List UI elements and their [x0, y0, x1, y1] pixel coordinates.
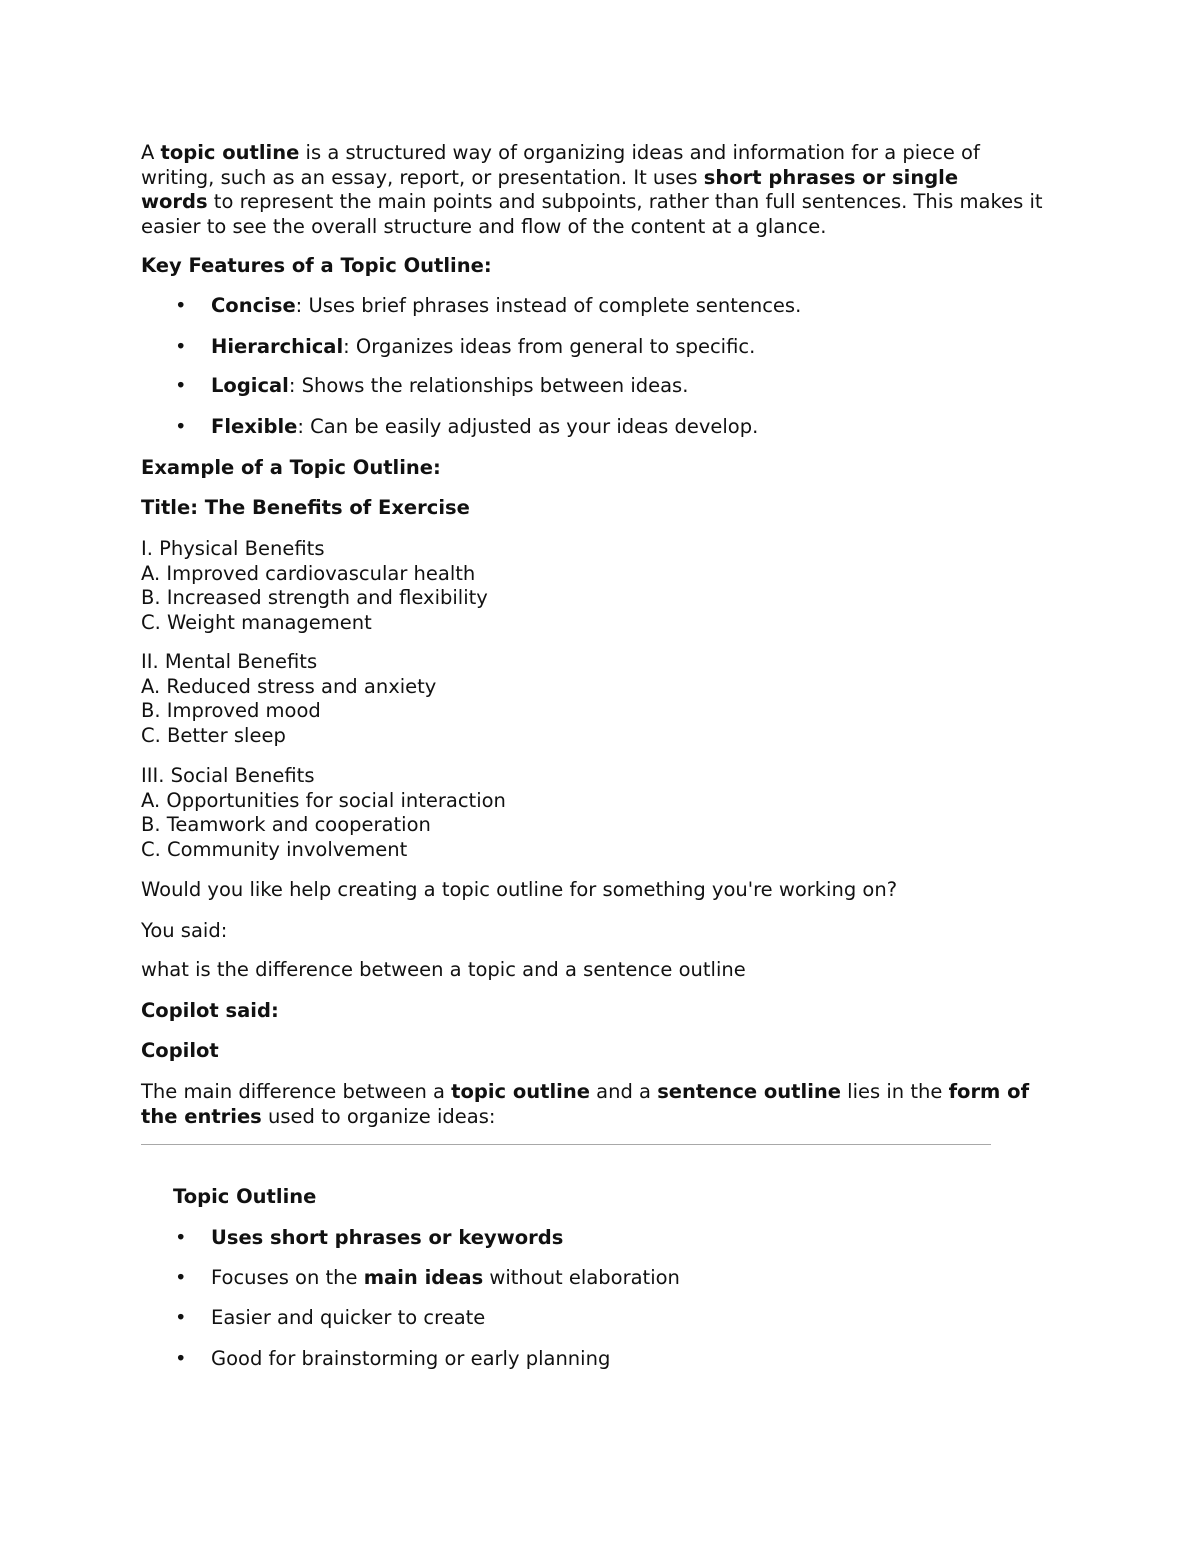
- answer-bold-term: topic outline: [451, 1080, 590, 1103]
- feature-description: : Shows the relationships between ideas.: [288, 374, 689, 397]
- feature-text: [211, 415, 758, 440]
- intro-text: easier to see the overall structure and flow of the content at a glance.: [141, 214, 827, 238]
- outline-line: B. Increased strength and flexibility: [141, 586, 488, 610]
- bullet-icon: •: [175, 335, 187, 358]
- feature-description: : Organizes ideas from general to specific.: [343, 335, 756, 358]
- outline-line: C. Weight management: [141, 610, 372, 634]
- topic-outline-text: [211, 1306, 485, 1331]
- answer-line-2: [141, 1105, 1029, 1130]
- intro-line: [141, 141, 1043, 166]
- topic-outline-bold: main ideas: [363, 1266, 484, 1289]
- bullet-icon: •: [175, 1347, 187, 1370]
- answer-bold-term: the entries: [141, 1104, 262, 1128]
- answer-text: The main difference between a: [141, 1080, 452, 1103]
- outline-line: III. Social Benefits: [141, 764, 315, 787]
- topic-outline-plain: Easier and quicker to create: [211, 1306, 486, 1329]
- outline-line: A. Reduced stress and anxiety: [141, 674, 437, 698]
- answer-text: used to organize ideas:: [261, 1104, 496, 1128]
- example-title: Title: The Benefits of Exercise: [141, 496, 470, 519]
- intro-line: [141, 166, 1043, 191]
- intro-paragraph: [141, 141, 1043, 239]
- bullet-icon: •: [175, 1266, 187, 1289]
- answer-bold-term: form of: [948, 1080, 1030, 1103]
- feature-text: [211, 294, 801, 319]
- intro-text: to represent the main points and subpoints, rather than full sentences. This makes it: [207, 190, 1043, 214]
- bullet-icon: •: [175, 415, 187, 438]
- topic-outline-plain: without elaboration: [483, 1266, 680, 1289]
- outline-line: B. Teamwork and cooperation: [141, 813, 431, 837]
- intro-text: writing, such as an essay, report, or presentation. It uses: [141, 165, 704, 189]
- outline-line: C. Better sleep: [141, 723, 286, 747]
- topic-outline-plain: Focuses on the: [211, 1266, 364, 1289]
- intro-bold-term: topic outline: [160, 141, 300, 164]
- bullet-icon: •: [175, 294, 187, 317]
- outline-line: C. Community involvement: [141, 837, 408, 861]
- intro-line: [141, 215, 1043, 240]
- intro-line: [141, 190, 1043, 215]
- outline-line: I. Physical Benefits: [141, 537, 325, 560]
- bullet-icon: •: [175, 1306, 187, 1329]
- outline-line: A. Improved cardiovascular health: [141, 561, 476, 585]
- feature-term: Hierarchical: [211, 335, 344, 358]
- intro-text: is a structured way of organizing ideas and information for a piece of: [299, 141, 980, 164]
- topic-outline-text: [211, 1347, 610, 1372]
- outline-section-3: [141, 764, 506, 862]
- intro-bold-term: short phrases or single: [703, 165, 959, 189]
- answer-line-1: [141, 1080, 1029, 1105]
- topic-outline-text: [211, 1226, 563, 1251]
- outline-line: II. Mental Benefits: [141, 650, 318, 673]
- outline-line: B. Improved mood: [141, 699, 321, 723]
- outline-section-2: [141, 650, 436, 748]
- topic-outline-plain: Good for brainstorming or early planning: [211, 1347, 611, 1370]
- copilot-said-label: Copilot said:: [141, 999, 279, 1022]
- example-heading: Example of a Topic Outline:: [141, 456, 441, 479]
- feature-term: Flexible: [211, 415, 298, 438]
- feature-description: : Can be easily adjusted as your ideas develop.: [297, 415, 759, 438]
- intro-bold-term: words: [141, 190, 208, 214]
- answer-text: and a: [589, 1080, 658, 1103]
- feature-text: [211, 374, 688, 399]
- features-heading: Key Features of a Topic Outline:: [141, 254, 492, 277]
- answer-text: lies in the: [840, 1080, 949, 1103]
- answer-bold-term: sentence outline: [657, 1080, 841, 1103]
- user-message: what is the difference between a topic and a sentence outline: [141, 958, 746, 981]
- feature-text: [211, 335, 755, 360]
- you-said-label: You said:: [141, 919, 228, 942]
- outline-section-1: [141, 537, 488, 635]
- copilot-name: Copilot: [141, 1039, 219, 1062]
- topic-outline-text: [211, 1266, 680, 1291]
- intro-text: A: [141, 141, 161, 164]
- topic-outline-heading: Topic Outline: [173, 1185, 317, 1208]
- outline-line: A. Opportunities for social interaction: [141, 788, 506, 812]
- feature-term: Concise: [211, 294, 296, 317]
- horizontal-divider: [141, 1144, 991, 1145]
- feature-term: Logical: [211, 374, 289, 397]
- feature-description: : Uses brief phrases instead of complete sentences.: [295, 294, 802, 317]
- answer-paragraph: [141, 1080, 1029, 1129]
- bullet-icon: •: [175, 374, 187, 397]
- bullet-icon: •: [175, 1226, 187, 1249]
- followup-question: Would you like help creating a topic outline for something you're working on?: [141, 878, 898, 901]
- topic-outline-bold: Uses short phrases or keywords: [211, 1226, 564, 1249]
